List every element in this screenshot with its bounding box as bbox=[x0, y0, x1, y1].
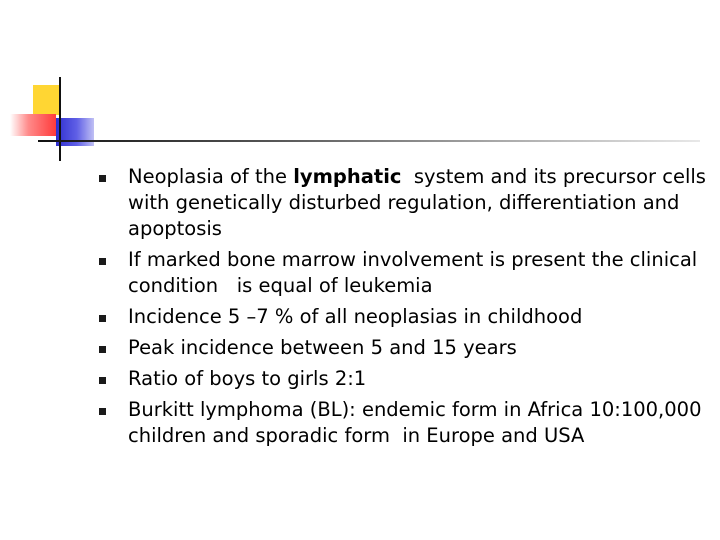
slide-logo-graphic bbox=[0, 0, 720, 170]
logo-vertical-line bbox=[59, 77, 61, 161]
bullet-text: Burkitt lymphoma (BL): endemic form in Africa 10:100,000 children and sporadic form in Europe and USA bbox=[128, 398, 708, 447]
square-bullet-icon bbox=[99, 408, 106, 415]
square-bullet-icon bbox=[99, 258, 106, 265]
bullet-text-emphasis: lymphatic bbox=[293, 165, 402, 188]
bullet-item bbox=[98, 366, 708, 392]
logo-red-square bbox=[10, 114, 56, 136]
bullet-text-suffix: system and its precursor cells with genetically disturbed regulation, differentiation and apoptosis bbox=[128, 165, 713, 240]
bullet-item bbox=[98, 304, 708, 330]
bullet-text: Incidence 5 –7 % of all neoplasias in childhood bbox=[128, 305, 583, 328]
square-bullet-icon bbox=[99, 175, 106, 182]
bullet-item bbox=[98, 397, 708, 449]
square-bullet-icon bbox=[99, 315, 106, 322]
square-bullet-icon bbox=[99, 377, 106, 384]
bullet-text: Peak incidence between 5 and 15 years bbox=[128, 336, 517, 359]
bullet-text-prefix: Neoplasia of the bbox=[128, 165, 294, 188]
bullet-item bbox=[98, 164, 713, 242]
square-bullet-icon bbox=[99, 346, 106, 353]
title-divider-line bbox=[38, 140, 700, 142]
bullet-text: If marked bone marrow involvement is present the clinical condition is equal of leukemia bbox=[128, 248, 704, 297]
bullet-text: Ratio of boys to girls 2:1 bbox=[128, 367, 367, 390]
logo-yellow-square bbox=[33, 85, 60, 115]
bullet-list bbox=[98, 164, 713, 449]
bullet-item bbox=[98, 247, 708, 299]
bullet-item bbox=[98, 335, 708, 361]
